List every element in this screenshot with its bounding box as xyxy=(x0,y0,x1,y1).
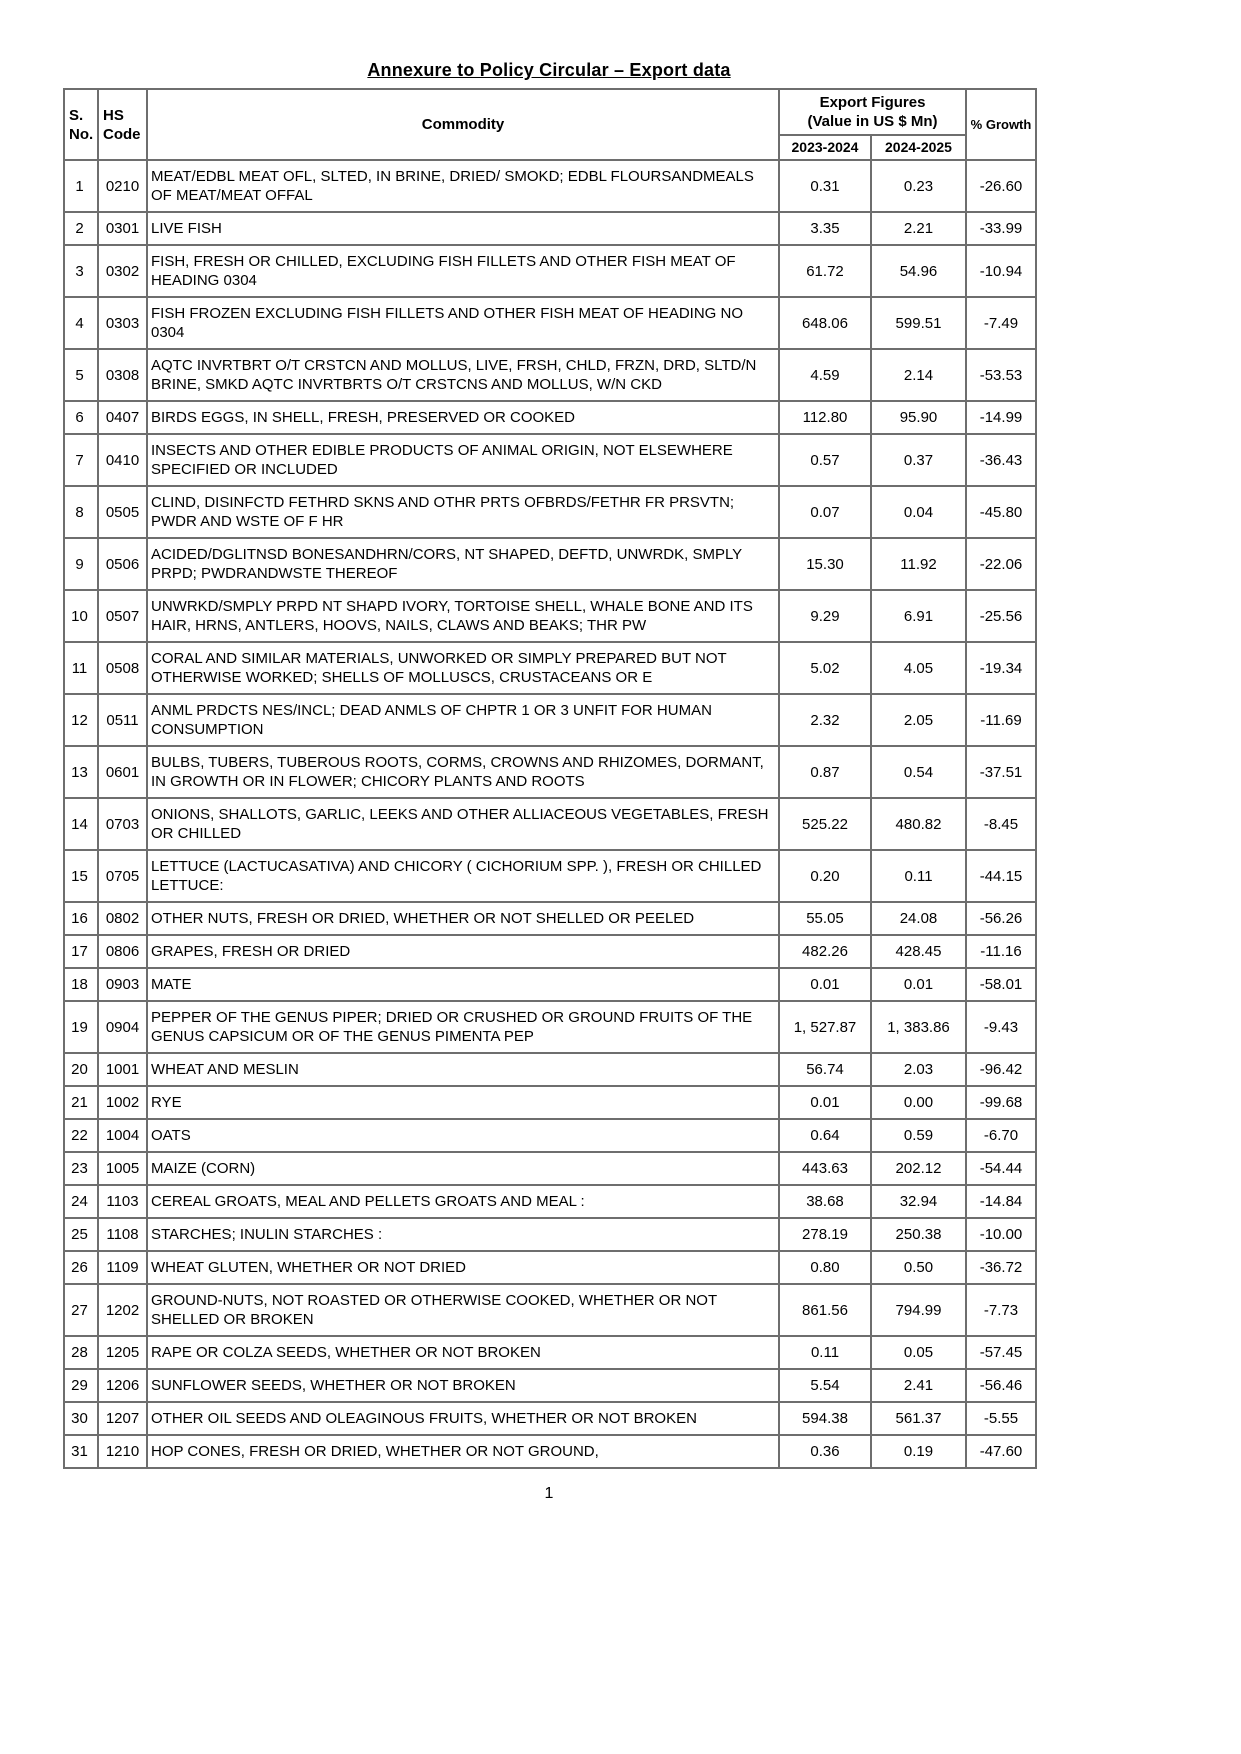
row-serial-number: 28 xyxy=(64,1336,98,1369)
table-row xyxy=(64,1001,1036,1053)
row-hs-code: 1108 xyxy=(98,1218,147,1251)
row-value-2024-2025: 250.38 xyxy=(871,1218,966,1251)
row-value-2023-2024: 55.05 xyxy=(779,902,871,935)
row-percent-growth: -25.56 xyxy=(966,590,1036,642)
row-value-2024-2025: 0.04 xyxy=(871,486,966,538)
row-value-2023-2024: 61.72 xyxy=(779,245,871,297)
row-percent-growth: -96.42 xyxy=(966,1053,1036,1086)
header-commodity: Commodity xyxy=(147,89,779,160)
row-commodity: CEREAL GROATS, MEAL AND PELLETS GROATS AND MEAL : xyxy=(147,1185,779,1218)
row-hs-code: 0308 xyxy=(98,349,147,401)
row-commodity: HOP CONES, FRESH OR DRIED, WHETHER OR NOT GROUND, xyxy=(147,1435,779,1468)
row-hs-code: 0210 xyxy=(98,160,147,212)
row-hs-code: 1005 xyxy=(98,1152,147,1185)
row-value-2024-2025: 599.51 xyxy=(871,297,966,349)
row-percent-growth: -26.60 xyxy=(966,160,1036,212)
table-row xyxy=(64,1402,1036,1435)
row-commodity: GRAPES, FRESH OR DRIED xyxy=(147,935,779,968)
row-value-2024-2025: 0.05 xyxy=(871,1336,966,1369)
row-value-2023-2024: 3.35 xyxy=(779,212,871,245)
row-serial-number: 11 xyxy=(64,642,98,694)
row-serial-number: 4 xyxy=(64,297,98,349)
row-hs-code: 1004 xyxy=(98,1119,147,1152)
row-commodity: STARCHES; INULIN STARCHES : xyxy=(147,1218,779,1251)
row-percent-growth: -99.68 xyxy=(966,1086,1036,1119)
row-value-2024-2025: 561.37 xyxy=(871,1402,966,1435)
row-hs-code: 1103 xyxy=(98,1185,147,1218)
row-commodity: MATE xyxy=(147,968,779,1001)
row-serial-number: 29 xyxy=(64,1369,98,1402)
row-hs-code: 1109 xyxy=(98,1251,147,1284)
row-commodity: INSECTS AND OTHER EDIBLE PRODUCTS OF ANIMAL ORIGIN, NOT ELSEWHERE SPECIFIED OR INCLUDED xyxy=(147,434,779,486)
row-percent-growth: -36.43 xyxy=(966,434,1036,486)
row-percent-growth: -14.99 xyxy=(966,401,1036,434)
row-serial-number: 6 xyxy=(64,401,98,434)
row-commodity: CORAL AND SIMILAR MATERIALS, UNWORKED OR SIMPLY PREPARED BUT NOT OTHERWISE WORKED; SHELLS OF MOLLUSCS, CRUSTACEANS OR E xyxy=(147,642,779,694)
row-serial-number: 9 xyxy=(64,538,98,590)
table-header xyxy=(64,89,1036,160)
row-percent-growth: -10.00 xyxy=(966,1218,1036,1251)
row-percent-growth: -44.15 xyxy=(966,850,1036,902)
row-serial-number: 17 xyxy=(64,935,98,968)
row-percent-growth: -33.99 xyxy=(966,212,1036,245)
row-commodity: CLIND, DISINFCTD FETHRD SKNS AND OTHR PRTS OFBRDS/FETHR FR PRSVTN; PWDR AND WSTE OF F HR xyxy=(147,486,779,538)
header-year-2024-2025: 2024-2025 xyxy=(871,135,966,160)
row-percent-growth: -47.60 xyxy=(966,1435,1036,1468)
table-row xyxy=(64,486,1036,538)
row-hs-code: 1207 xyxy=(98,1402,147,1435)
row-value-2024-2025: 0.37 xyxy=(871,434,966,486)
row-value-2024-2025: 24.08 xyxy=(871,902,966,935)
row-hs-code: 0703 xyxy=(98,798,147,850)
row-value-2024-2025: 11.92 xyxy=(871,538,966,590)
row-commodity: MEAT/EDBL MEAT OFL, SLTED, IN BRINE, DRIED/ SMOKD; EDBL FLOURSANDMEALS OF MEAT/MEAT OFFAL xyxy=(147,160,779,212)
row-value-2023-2024: 0.20 xyxy=(779,850,871,902)
row-value-2024-2025: 202.12 xyxy=(871,1152,966,1185)
row-commodity: GROUND-NUTS, NOT ROASTED OR OTHERWISE COOKED, WHETHER OR NOT SHELLED OR BROKEN xyxy=(147,1284,779,1336)
row-value-2023-2024: 0.57 xyxy=(779,434,871,486)
row-hs-code: 0903 xyxy=(98,968,147,1001)
row-serial-number: 2 xyxy=(64,212,98,245)
row-commodity: FISH, FRESH OR CHILLED, EXCLUDING FISH FILLETS AND OTHER FISH MEAT OF HEADING 0304 xyxy=(147,245,779,297)
row-commodity: OTHER OIL SEEDS AND OLEAGINOUS FRUITS, WHETHER OR NOT BROKEN xyxy=(147,1402,779,1435)
row-serial-number: 13 xyxy=(64,746,98,798)
table-row xyxy=(64,935,1036,968)
row-value-2023-2024: 0.31 xyxy=(779,160,871,212)
row-value-2023-2024: 38.68 xyxy=(779,1185,871,1218)
row-percent-growth: -11.69 xyxy=(966,694,1036,746)
row-value-2023-2024: 0.01 xyxy=(779,968,871,1001)
row-value-2024-2025: 0.19 xyxy=(871,1435,966,1468)
row-value-2024-2025: 0.11 xyxy=(871,850,966,902)
row-serial-number: 15 xyxy=(64,850,98,902)
row-serial-number: 26 xyxy=(64,1251,98,1284)
row-hs-code: 1210 xyxy=(98,1435,147,1468)
row-commodity: OATS xyxy=(147,1119,779,1152)
row-commodity: WHEAT GLUTEN, WHETHER OR NOT DRIED xyxy=(147,1251,779,1284)
row-hs-code: 1205 xyxy=(98,1336,147,1369)
row-hs-code: 0705 xyxy=(98,850,147,902)
row-value-2023-2024: 0.11 xyxy=(779,1336,871,1369)
row-serial-number: 31 xyxy=(64,1435,98,1468)
row-value-2023-2024: 861.56 xyxy=(779,1284,871,1336)
row-hs-code: 0806 xyxy=(98,935,147,968)
row-commodity: SUNFLOWER SEEDS, WHETHER OR NOT BROKEN xyxy=(147,1369,779,1402)
row-commodity: AQTC INVRTBRT O/T CRSTCN AND MOLLUS, LIVE, FRSH, CHLD, FRZN, DRD, SLTD/N BRINE, SMKD AQTC INVRTBRTS O/T CRSTCNS AND MOLLUS, W/N CKD xyxy=(147,349,779,401)
table-row xyxy=(64,902,1036,935)
header-year-2023-2024: 2023-2024 xyxy=(779,135,871,160)
table-row xyxy=(64,590,1036,642)
row-hs-code: 1206 xyxy=(98,1369,147,1402)
row-commodity: LETTUCE (LACTUCASATIVA) AND CHICORY ( CICHORIUM SPP. ), FRESH OR CHILLED LETTUCE: xyxy=(147,850,779,902)
table-row xyxy=(64,434,1036,486)
table-row xyxy=(64,538,1036,590)
row-value-2024-2025: 1, 383.86 xyxy=(871,1001,966,1053)
row-value-2024-2025: 2.14 xyxy=(871,349,966,401)
header-export-figures-line2: (Value in US $ Mn) xyxy=(807,113,938,130)
row-percent-growth: -53.53 xyxy=(966,349,1036,401)
table-row xyxy=(64,1086,1036,1119)
row-percent-growth: -45.80 xyxy=(966,486,1036,538)
row-serial-number: 8 xyxy=(64,486,98,538)
row-value-2024-2025: 54.96 xyxy=(871,245,966,297)
row-value-2024-2025: 0.00 xyxy=(871,1086,966,1119)
row-percent-growth: -9.43 xyxy=(966,1001,1036,1053)
row-value-2023-2024: 56.74 xyxy=(779,1053,871,1086)
row-serial-number: 1 xyxy=(64,160,98,212)
row-value-2023-2024: 0.87 xyxy=(779,746,871,798)
table-row xyxy=(64,746,1036,798)
row-serial-number: 10 xyxy=(64,590,98,642)
row-serial-number: 27 xyxy=(64,1284,98,1336)
row-value-2023-2024: 525.22 xyxy=(779,798,871,850)
row-percent-growth: -54.44 xyxy=(966,1152,1036,1185)
table-row xyxy=(64,212,1036,245)
table-row xyxy=(64,1185,1036,1218)
row-serial-number: 24 xyxy=(64,1185,98,1218)
row-value-2024-2025: 794.99 xyxy=(871,1284,966,1336)
page-number: 1 xyxy=(544,1485,554,1502)
header-hs-code: HS Code xyxy=(98,89,147,160)
row-commodity: RAPE OR COLZA SEEDS, WHETHER OR NOT BROKEN xyxy=(147,1336,779,1369)
row-commodity: WHEAT AND MESLIN xyxy=(147,1053,779,1086)
row-percent-growth: -6.70 xyxy=(966,1119,1036,1152)
header-export-figures-line1: Export Figures xyxy=(819,94,926,111)
row-percent-growth: -37.51 xyxy=(966,746,1036,798)
row-commodity: FISH FROZEN EXCLUDING FISH FILLETS AND OTHER FISH MEAT OF HEADING NO 0304 xyxy=(147,297,779,349)
row-commodity: ANML PRDCTS NES/INCL; DEAD ANMLS OF CHPTR 1 OR 3 UNFIT FOR HUMAN CONSUMPTION xyxy=(147,694,779,746)
table-row xyxy=(64,694,1036,746)
row-hs-code: 0505 xyxy=(98,486,147,538)
row-percent-growth: -5.55 xyxy=(966,1402,1036,1435)
row-percent-growth: -19.34 xyxy=(966,642,1036,694)
row-serial-number: 19 xyxy=(64,1001,98,1053)
row-value-2024-2025: 4.05 xyxy=(871,642,966,694)
row-value-2024-2025: 2.41 xyxy=(871,1369,966,1402)
row-serial-number: 25 xyxy=(64,1218,98,1251)
row-percent-growth: -8.45 xyxy=(966,798,1036,850)
row-hs-code: 0508 xyxy=(98,642,147,694)
row-percent-growth: -10.94 xyxy=(966,245,1036,297)
row-percent-growth: -57.45 xyxy=(966,1336,1036,1369)
row-hs-code: 0407 xyxy=(98,401,147,434)
table-row xyxy=(64,1336,1036,1369)
row-value-2023-2024: 5.02 xyxy=(779,642,871,694)
row-value-2024-2025: 2.21 xyxy=(871,212,966,245)
row-value-2024-2025: 0.54 xyxy=(871,746,966,798)
row-value-2024-2025: 0.59 xyxy=(871,1119,966,1152)
row-hs-code: 0410 xyxy=(98,434,147,486)
row-hs-code: 1002 xyxy=(98,1086,147,1119)
table-row xyxy=(64,1053,1036,1086)
row-commodity: BULBS, TUBERS, TUBEROUS ROOTS, CORMS, CROWNS AND RHIZOMES, DORMANT, IN GROWTH OR IN FLOWER; CHICORY PLANTS AND ROOTS xyxy=(147,746,779,798)
row-value-2023-2024: 5.54 xyxy=(779,1369,871,1402)
row-value-2024-2025: 2.05 xyxy=(871,694,966,746)
row-value-2024-2025: 0.01 xyxy=(871,968,966,1001)
row-percent-growth: -56.26 xyxy=(966,902,1036,935)
table-row xyxy=(64,1435,1036,1468)
row-percent-growth: -56.46 xyxy=(966,1369,1036,1402)
row-commodity: LIVE FISH xyxy=(147,212,779,245)
row-value-2023-2024: 648.06 xyxy=(779,297,871,349)
table-row xyxy=(64,1251,1036,1284)
row-percent-growth: -11.16 xyxy=(966,935,1036,968)
row-hs-code: 0802 xyxy=(98,902,147,935)
table-row xyxy=(64,349,1036,401)
row-value-2023-2024: 0.80 xyxy=(779,1251,871,1284)
table-body xyxy=(64,160,1036,1468)
row-serial-number: 21 xyxy=(64,1086,98,1119)
header-export-figures xyxy=(779,89,966,135)
row-commodity: UNWRKD/SMPLY PRPD NT SHAPD IVORY, TORTOISE SHELL, WHALE BONE AND ITS HAIR, HRNS, ANTLERS, HOOVS, NAILS, CLAWS AND BEAKS; THR PW xyxy=(147,590,779,642)
row-percent-growth: -58.01 xyxy=(966,968,1036,1001)
row-value-2023-2024: 0.07 xyxy=(779,486,871,538)
row-value-2023-2024: 278.19 xyxy=(779,1218,871,1251)
row-value-2023-2024: 4.59 xyxy=(779,349,871,401)
table-row xyxy=(64,642,1036,694)
row-value-2023-2024: 443.63 xyxy=(779,1152,871,1185)
row-serial-number: 18 xyxy=(64,968,98,1001)
table-row xyxy=(64,968,1036,1001)
row-value-2024-2025: 0.23 xyxy=(871,160,966,212)
row-hs-code: 0506 xyxy=(98,538,147,590)
row-percent-growth: -7.49 xyxy=(966,297,1036,349)
row-value-2023-2024: 1, 527.87 xyxy=(779,1001,871,1053)
row-commodity: ACIDED/DGLITNSD BONESANDHRN/CORS, NT SHAPED, DEFTD, UNWRDK, SMPLY PRPD; PWDRANDWSTE THEREOF xyxy=(147,538,779,590)
table-row xyxy=(64,1284,1036,1336)
row-value-2024-2025: 480.82 xyxy=(871,798,966,850)
row-value-2024-2025: 0.50 xyxy=(871,1251,966,1284)
row-commodity: BIRDS EGGS, IN SHELL, FRESH, PRESERVED OR COOKED xyxy=(147,401,779,434)
row-value-2023-2024: 2.32 xyxy=(779,694,871,746)
row-commodity: OTHER NUTS, FRESH OR DRIED, WHETHER OR NOT SHELLED OR PEELED xyxy=(147,902,779,935)
row-commodity: ONIONS, SHALLOTS, GARLIC, LEEKS AND OTHER ALLIACEOUS VEGETABLES, FRESH OR CHILLED xyxy=(147,798,779,850)
row-value-2023-2024: 0.01 xyxy=(779,1086,871,1119)
table-row xyxy=(64,798,1036,850)
row-value-2023-2024: 15.30 xyxy=(779,538,871,590)
row-serial-number: 5 xyxy=(64,349,98,401)
row-value-2023-2024: 594.38 xyxy=(779,1402,871,1435)
table-row xyxy=(64,401,1036,434)
row-serial-number: 23 xyxy=(64,1152,98,1185)
table-row xyxy=(64,297,1036,349)
row-value-2024-2025: 2.03 xyxy=(871,1053,966,1086)
row-hs-code: 0303 xyxy=(98,297,147,349)
row-value-2024-2025: 6.91 xyxy=(871,590,966,642)
row-value-2024-2025: 95.90 xyxy=(871,401,966,434)
row-value-2023-2024: 112.80 xyxy=(779,401,871,434)
page-title: Annexure to Policy Circular – Export data xyxy=(367,60,731,80)
row-value-2024-2025: 428.45 xyxy=(871,935,966,968)
row-hs-code: 1001 xyxy=(98,1053,147,1086)
row-hs-code: 0302 xyxy=(98,245,147,297)
row-serial-number: 7 xyxy=(64,434,98,486)
header-percent-growth: % Growth xyxy=(966,89,1036,160)
row-value-2023-2024: 0.64 xyxy=(779,1119,871,1152)
row-commodity: RYE xyxy=(147,1086,779,1119)
row-commodity: PEPPER OF THE GENUS PIPER; DRIED OR CRUSHED OR GROUND FRUITS OF THE GENUS CAPSICUM OR OF THE GENUS PIMENTA PEP xyxy=(147,1001,779,1053)
row-serial-number: 20 xyxy=(64,1053,98,1086)
export-data-table xyxy=(63,88,1037,1469)
table-row xyxy=(64,160,1036,212)
table-row xyxy=(64,1119,1036,1152)
row-hs-code: 1202 xyxy=(98,1284,147,1336)
table-row xyxy=(64,245,1036,297)
row-value-2024-2025: 32.94 xyxy=(871,1185,966,1218)
table-row xyxy=(64,1369,1036,1402)
table-row xyxy=(64,1152,1036,1185)
table-row xyxy=(64,850,1036,902)
row-hs-code: 0601 xyxy=(98,746,147,798)
row-percent-growth: -7.73 xyxy=(966,1284,1036,1336)
row-commodity: MAIZE (CORN) xyxy=(147,1152,779,1185)
row-serial-number: 16 xyxy=(64,902,98,935)
row-hs-code: 0511 xyxy=(98,694,147,746)
row-serial-number: 30 xyxy=(64,1402,98,1435)
row-percent-growth: -22.06 xyxy=(966,538,1036,590)
table-row xyxy=(64,1218,1036,1251)
row-hs-code: 0507 xyxy=(98,590,147,642)
row-serial-number: 14 xyxy=(64,798,98,850)
row-value-2023-2024: 0.36 xyxy=(779,1435,871,1468)
row-serial-number: 3 xyxy=(64,245,98,297)
row-value-2023-2024: 482.26 xyxy=(779,935,871,968)
row-percent-growth: -14.84 xyxy=(966,1185,1036,1218)
row-hs-code: 0904 xyxy=(98,1001,147,1053)
header-serial-number: S. No. xyxy=(64,89,98,160)
row-hs-code: 0301 xyxy=(98,212,147,245)
row-value-2023-2024: 9.29 xyxy=(779,590,871,642)
row-percent-growth: -36.72 xyxy=(966,1251,1036,1284)
row-serial-number: 22 xyxy=(64,1119,98,1152)
row-serial-number: 12 xyxy=(64,694,98,746)
